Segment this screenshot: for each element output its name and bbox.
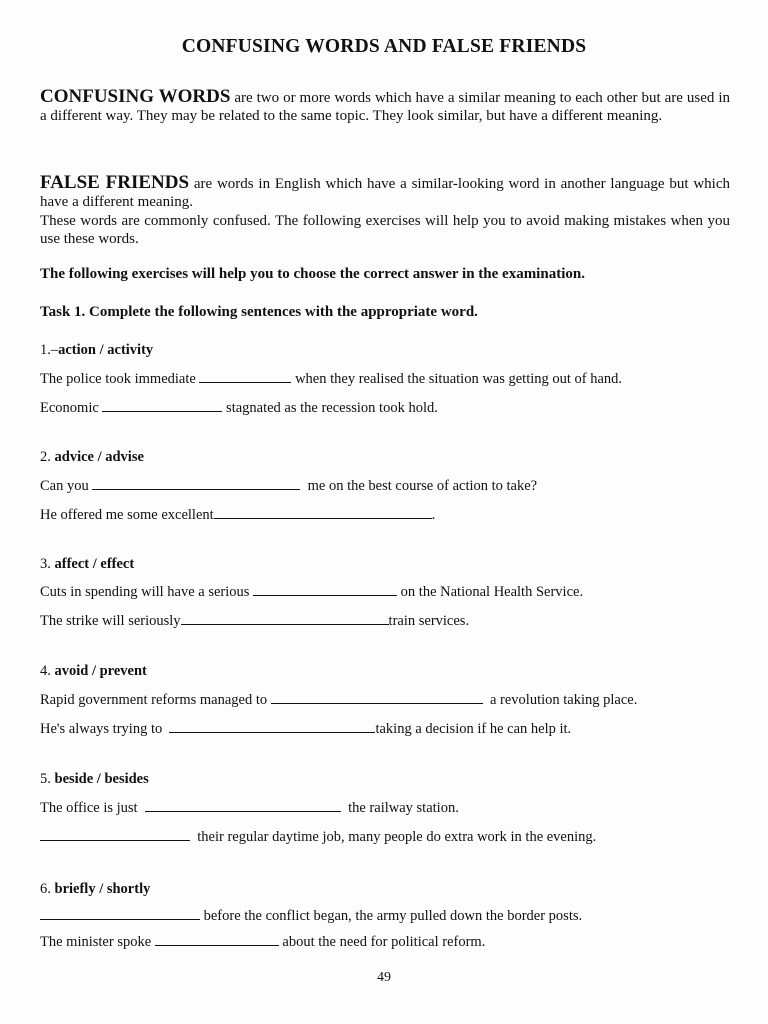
sentence-start: Rapid government reforms managed to [40,692,271,708]
sentence-end: a revolution taking place. [482,692,638,708]
sentence-end: about the need for political reform. [278,934,486,950]
answer-blank[interactable] [181,612,389,625]
sentence-end: their regular daytime job, many people do extra work in the evening. [190,829,597,845]
sentence-start: The office is just [40,800,145,816]
sentence-start: The strike will seriously [40,613,181,629]
sentence-start: Can you [40,478,93,494]
exercise-number: 1.– [40,342,59,358]
answer-blank[interactable] [155,933,279,946]
exercise-4-sentence-2 [40,720,571,738]
confusing-words-term: CONFUSING WORDS [40,86,231,107]
exercise-5-heading [40,771,149,788]
false-friends-text: are words in English which have a similar-looking word in another language but which have a different meaning. [40,176,730,210]
confusing-words-text: are two or more words which have a similar meaning to each other but are used in a different way. They may be related to the same topic. They look similar, but have a different meaning. [40,90,730,124]
exercise-3-sentence-1 [40,583,583,601]
exercise-1-sentence-2 [40,399,438,417]
sentence-start: The police took immediate [40,371,200,387]
exercise-words: briefly / shortly [54,881,151,897]
task-heading: Task 1. Complete the following sentences with the appropriate word. [40,304,478,320]
sentence-end: me on the best course of action to take? [300,478,538,494]
exercise-number: 2. [40,449,55,465]
sentence-end: on the National Health Service. [397,584,584,600]
sentence-start: Economic [40,400,103,416]
false-friends-definition [40,174,730,211]
answer-blank[interactable] [40,828,190,841]
exercise-number: 5. [40,771,55,787]
sentence-start: He's always trying to [40,721,170,737]
exercise-words: affect / effect [54,556,135,572]
answer-blank[interactable] [199,370,291,383]
exercise-number: 4. [40,663,55,679]
sentence-end: the railway station. [340,800,459,816]
exercise-6-sentence-1 [40,907,582,925]
exercise-3-sentence-2 [40,612,469,630]
exercise-words: advice / advise [54,449,144,465]
page-number: 49 [377,970,391,985]
exercise-words: beside / besides [54,771,149,787]
sentence-end: before the conflict began, the army pulled down the border posts. [200,908,583,924]
answer-blank[interactable] [271,691,483,704]
exercise-2-sentence-1 [40,477,537,495]
exercise-number: 3. [40,556,55,572]
exercise-4-heading [40,663,147,680]
exercise-5-sentence-2 [40,828,596,846]
sentence-start: Cuts in spending will have a serious [40,584,254,600]
exercise-1-heading [40,342,153,359]
sentence-end: when they realised the situation was getting out of hand. [291,371,623,387]
sentence-end: taking a decision if he can help it. [375,721,572,737]
confusing-words-definition [40,88,730,125]
sentence-end: stagnated as the recession took hold. [222,400,438,416]
answer-blank[interactable] [102,399,222,412]
answer-blank[interactable] [214,506,432,519]
exercise-6-sentence-2 [40,933,485,951]
exercise-4-sentence-1 [40,691,637,709]
exercise-2-sentence-2 [40,506,435,524]
page-title: CONFUSING WORDS AND FALSE FRIENDS [181,36,587,57]
answer-blank[interactable] [92,477,300,490]
answer-blank[interactable] [40,907,200,920]
sentence-end: train services. [388,613,470,629]
answer-blank[interactable] [169,720,375,733]
exercise-1-sentence-1 [40,370,622,388]
answer-blank[interactable] [145,799,341,812]
intro-note: These words are commonly confused. The following exercises will help you to avoid making mistakes when you use these words. [40,213,730,247]
answer-blank[interactable] [253,583,397,596]
instruction-text: The following exercises will help you to choose the correct answer in the examination. [40,266,585,282]
exercise-5-sentence-1 [40,799,459,817]
sentence-end: . [431,507,436,523]
exercise-3-heading [40,556,134,573]
exercise-2-heading [40,449,144,466]
exercise-6-heading [40,881,150,898]
exercise-words: avoid / prevent [54,663,147,679]
false-friends-term: FALSE FRIENDS [40,172,190,193]
exercise-number: 6. [40,881,55,897]
exercise-words: action / activity [58,342,154,358]
sentence-start: The minister spoke [40,934,155,950]
sentence-start: He offered me some excellent [40,507,214,523]
